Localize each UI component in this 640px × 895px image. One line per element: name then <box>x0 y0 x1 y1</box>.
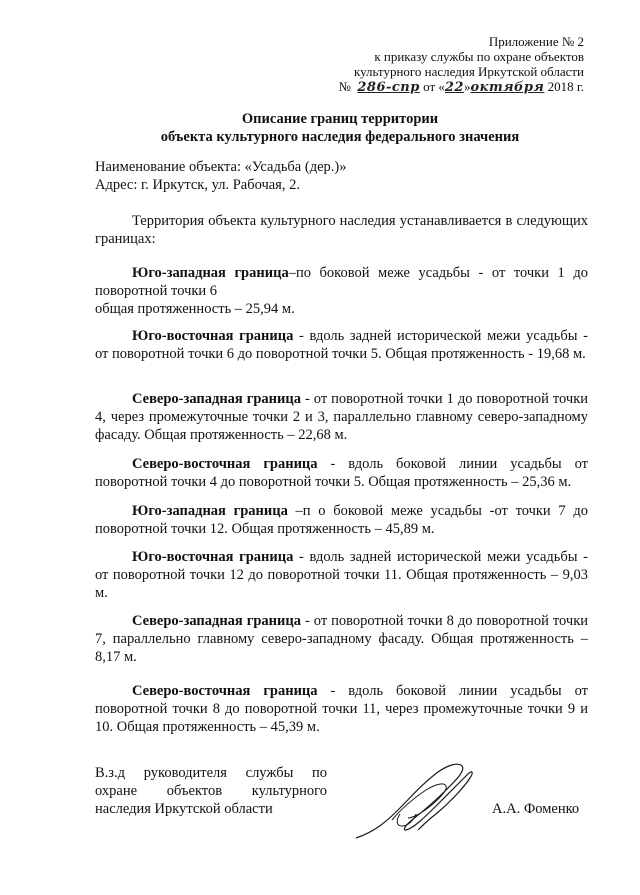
boundary-label: Юго-западная граница <box>132 265 289 281</box>
date-close-quote: » <box>463 79 471 94</box>
boundary-text: - вдоль задней исторической межи усадьбы - от поворотной точки 6 до поворотной точки 5. Общая протяженность - 19,68 м. <box>95 328 588 362</box>
appendix-agency: культурного наследия Иркутской области <box>353 64 584 79</box>
appendix-header <box>284 34 584 95</box>
boundary-paragraph <box>95 502 588 538</box>
boundary-text: - вдоль задней исторической межи усадьбы - от поворотной точки 12 до поворотной точки 11. Общая протяженность – 9,03 м. <box>95 549 588 601</box>
object-info <box>95 158 595 194</box>
boundary-label: Юго-западная граница <box>132 503 288 519</box>
signatory-name: А.А. Фоменко <box>492 801 580 817</box>
date-from-label: от « <box>423 79 445 94</box>
boundary-text: - вдоль боковой линии усадьбы от поворотной точки 4 до поворотной точки 5. Общая протяженность – 25,36 м. <box>95 456 588 490</box>
boundary-label: Северо-западная граница <box>132 613 301 629</box>
boundary-text: –по боковой меже усадьбы - от точки 1 до поворотной точки 6 <box>95 265 588 299</box>
boundary-paragraph <box>95 455 588 491</box>
boundary-label: Юго-восточная граница <box>132 328 294 344</box>
boundary-text: - от поворотной точки 8 до поворотной точки 7, параллельно главному северо-западному фасаду. Общая протяженность – 8,17 м. <box>95 613 588 665</box>
handwritten-day: 22 <box>444 80 464 95</box>
object-name: Наименование объекта: «Усадьба (дер.)» <box>95 159 347 175</box>
handwritten-order-number: 286-спр <box>357 80 420 95</box>
title-line-2: объекта культурного наследия федерального значения <box>160 129 520 145</box>
appendix-order-ref: к приказу службы по охране объектов <box>374 49 584 64</box>
object-address: Адрес: г. Иркутск, ул. Рабочая, 2. <box>95 177 300 193</box>
boundary-text: - вдоль боковой линии усадьбы от поворотной точки 8 до поворотной точки 11, через промежуточные точки 9 и 10. Общая протяженность – 45,39 м. <box>95 683 588 735</box>
boundary-paragraph <box>95 682 588 736</box>
boundary-paragraph <box>95 390 588 444</box>
boundary-paragraph <box>95 327 588 363</box>
boundary-label: Северо-восточная граница <box>132 456 318 472</box>
boundary-paragraph <box>95 264 588 300</box>
title-line-1: Описание границ территории <box>241 111 439 127</box>
signatory-position: В.з.д руководителя службы по охране объектов культурного наследия Иркутской области <box>95 765 327 817</box>
boundary-text: –п о боковой меже усадьбы -от точки 7 до поворотной точки 12. Общая протяженность – 45,89 м. <box>95 503 588 537</box>
boundary-text: - от поворотной точки 1 до поворотной точки 4, через промежуточные точки 2 и 3, параллельно главному северо-западному фасаду. Общая протяженность – 22,68 м. <box>95 391 588 443</box>
boundary-paragraph <box>95 612 588 666</box>
intro-paragraph: Территория объекта культурного наследия устанавливается в следующих границах: <box>95 213 588 247</box>
handwritten-month: октября <box>470 80 545 95</box>
appendix-title: Приложение № 2 <box>488 34 584 49</box>
document-title <box>80 110 600 146</box>
number-label: № <box>338 79 351 94</box>
handwritten-signature <box>352 760 482 842</box>
boundary-label: Северо-восточная граница <box>132 683 318 699</box>
boundary-paragraph <box>95 548 588 602</box>
order-number-line <box>284 79 584 95</box>
boundary-label: Северо-западная граница <box>132 391 301 407</box>
boundary-extra: общая протяженность – 25,94 м. <box>95 301 295 317</box>
order-year: 2018 г. <box>547 79 584 94</box>
boundary-label: Юго-восточная граница <box>132 549 294 565</box>
